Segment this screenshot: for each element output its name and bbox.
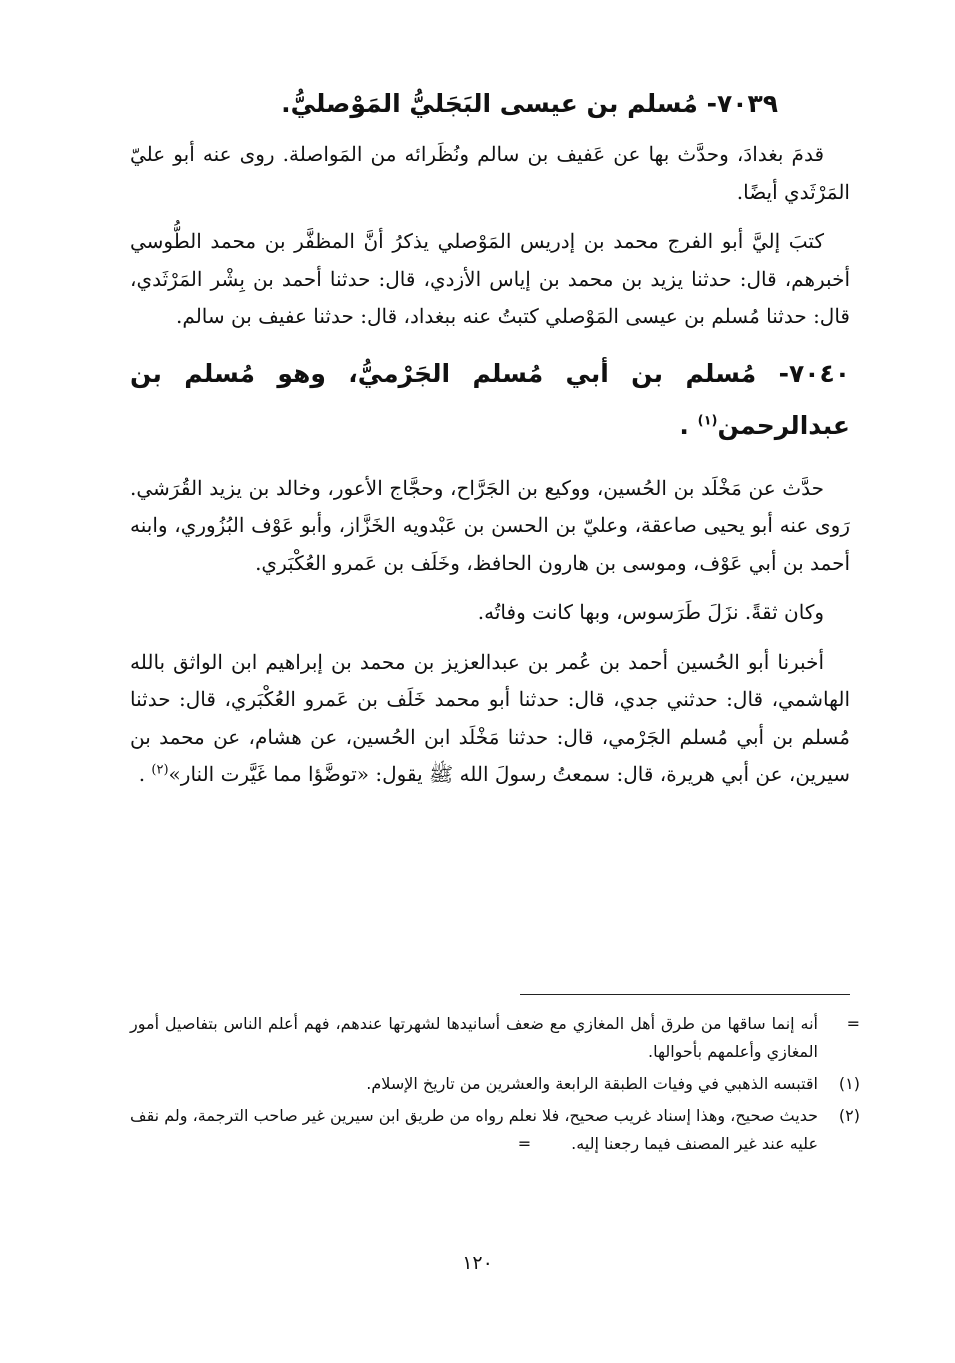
entry-7039-paragraph-1: قدمَ بغدادَ، وحدَّث بها عن عَفيف بن سالم ونُظَرائه من المَواصلة. روى عنه أبو عليّ المَرْثَدي أيضًا.	[130, 142, 850, 204]
footnote-text: أنه إنما ساقها من طرق أهل المغازي مع ضعف أسانيدها لشهرتها عندهم، فهم أعلم الناس بتفاصيل أمور المغازي وأعلمهم بأحوالها.	[130, 1014, 818, 1061]
page-body	[130, 78, 850, 806]
footnote-ref-1[interactable]: (١)	[697, 413, 718, 429]
footnote-1	[130, 1070, 860, 1098]
entry-7040-paragraph-3	[130, 644, 850, 794]
entry-7040-paragraph-3-text: أخبرنا أبو الحُسين أحمد بن عُمر بن عبدالعزيز بن محمد بن إبراهيم ابن الواثق بالله الهاشمي، قال: حدثني جدي، قال: حدثنا أبو محمد خَلَف بن عَمرو العُكْبَري، قال: حدثنا مُسلم بن أبي مُسلم الجَرْمي، قال: حدثنا مَخْلَد ابن الحُسين، عن هشام، عن محمد بن سيرين، عن أبي هريرة، قال: سمعتُ رسولَ الله ﷺ يقول: «توضَّؤا مما غَيَّرت النار»	[130, 649, 850, 786]
entry-7039-title: مُسلم بن عيسى البَجَليُّ المَوْصليُّ.	[281, 89, 698, 118]
footnote-continuation-mark: =	[517, 1134, 532, 1153]
entry-7040-number: ٧٠٤٠-	[778, 358, 850, 388]
footnote-separator	[520, 994, 850, 995]
entry-7039-paragraph-2: كتبَ إليَّ أبو الفرج محمد بن إدريس المَوْصلي يذكرُ أنَّ المظفَّر بن محمد الطُّوسي أخبرهم، قال: حدثنا يزيد بن محمد بن إياس الأزدي، قال: حدثنا أحمد بن بِشْر المَرْثَدي، قال: حدثنا مُسلم بن عيسى المَوْصلي كتبتُ عنه ببغداد، قال: حدثنا عفيف بن سالم.	[130, 229, 850, 328]
entry-7040-paragraph-3-end: .	[138, 762, 146, 786]
entry-7040-paragraph-2: وكان ثقةً. نزَلَ طَرَسوس، وبها كانت وفاتُه.	[477, 600, 824, 624]
entry-7040-title: مُسلم بن أبي مُسلم الجَرْميُّ، وهو مُسلم بن عبدالرحمن	[130, 358, 850, 440]
footnote-marker: (١)	[838, 1074, 860, 1093]
footnote-text	[130, 1102, 818, 1158]
footnote-continuation	[130, 1010, 860, 1066]
footnote-marker: =	[846, 1014, 860, 1033]
footnote-2	[130, 1102, 860, 1158]
entry-7039-number: ٧٠٣٩-	[706, 89, 778, 118]
footnote-marker: (٢)	[838, 1106, 860, 1125]
footnote-text: اقتبسه الذهبي في وفيات الطبقة الرابعة والعشرين من تاريخ الإسلام.	[366, 1074, 818, 1093]
footnotes	[130, 1010, 860, 1162]
entry-7040-paragraph-1: حدَّث عن مَخْلَد بن الحُسين، ووكيع بن الجَرَّاح، وحجَّاج الأعور، وخالد بن يزيد القُرَشي. رَوى عنه أبو يحيى صاعقة، وعليّ بن الحسن بن عَبْدويه الخَزَّاز، وأبو عَوْف البُزُوري، وابنه أحمد بن أبي عَوْف، وموسى بن هارون الحافظ، وخَلَف بن عَمرو العُكْبَري.	[130, 475, 850, 575]
footnote-ref-2[interactable]: (٢)	[151, 762, 169, 778]
entry-7040-heading	[130, 348, 850, 452]
entry-7039-heading	[130, 78, 850, 130]
page-number: ١٢٠	[462, 1252, 493, 1274]
entry-7040-title-end: .	[679, 410, 689, 440]
footnote-2-body: حديث صحيح، وهذا إسناد غريب صحيح، فلا نعلم رواه من طريق ابن سيرين غير صاحب الترجمة، ولم نقف عليه عند غير المصنف فيما رجعنا إليه.	[130, 1106, 818, 1153]
